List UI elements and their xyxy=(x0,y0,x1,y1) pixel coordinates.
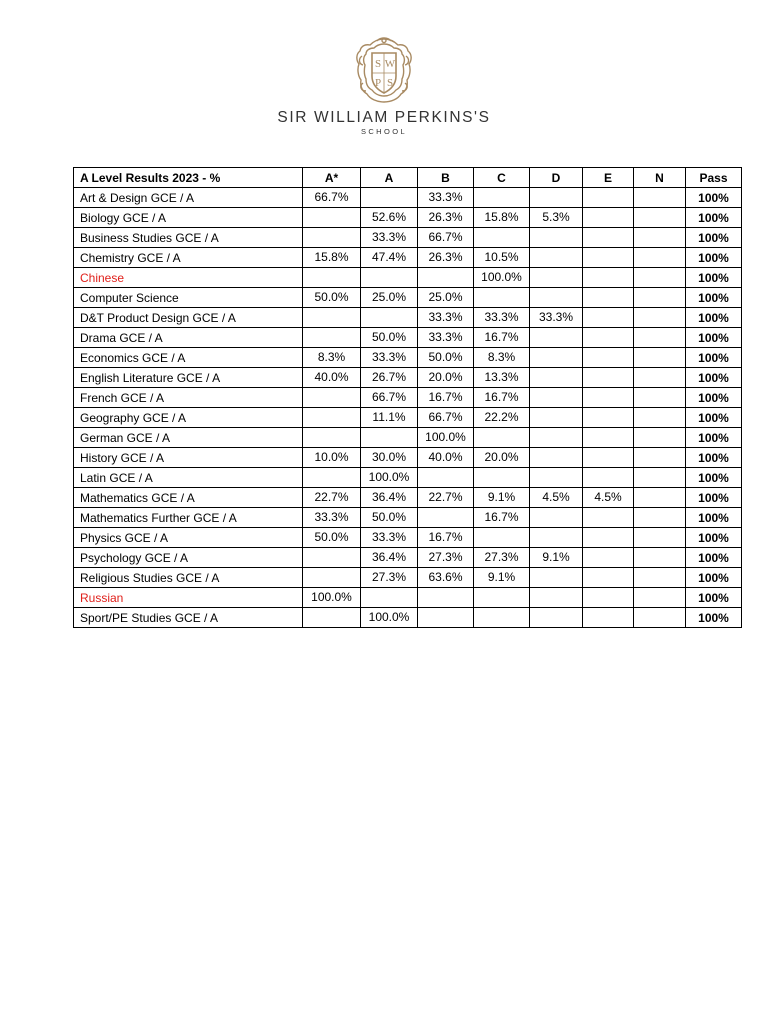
grade-percent-cell xyxy=(583,188,634,208)
grade-percent-cell xyxy=(361,428,418,448)
grade-percent-cell xyxy=(474,228,530,248)
subject-cell: Mathematics GCE / A xyxy=(74,488,303,508)
subject-cell: French GCE / A xyxy=(74,388,303,408)
grade-percent-cell xyxy=(634,608,686,628)
grade-percent-cell xyxy=(530,388,583,408)
grade-percent-cell: 22.7% xyxy=(418,488,474,508)
pass-rate-cell: 100% xyxy=(686,368,742,388)
grade-percent-cell xyxy=(583,388,634,408)
column-header-d: D xyxy=(530,168,583,188)
grade-percent-cell: 33.3% xyxy=(418,308,474,328)
svg-text:S: S xyxy=(386,77,394,89)
grade-percent-cell: 100.0% xyxy=(474,268,530,288)
grade-percent-cell xyxy=(583,308,634,328)
table-row xyxy=(74,188,742,208)
subject-cell: Latin GCE / A xyxy=(74,468,303,488)
table-row xyxy=(74,588,742,608)
subject-cell: Geography GCE / A xyxy=(74,408,303,428)
results-table xyxy=(73,167,742,628)
grade-percent-cell xyxy=(530,608,583,628)
grade-percent-cell xyxy=(634,468,686,488)
grade-percent-cell: 27.3% xyxy=(474,548,530,568)
grade-percent-cell xyxy=(418,588,474,608)
grade-percent-cell xyxy=(530,468,583,488)
subject-cell: Religious Studies GCE / A xyxy=(74,568,303,588)
grade-percent-cell xyxy=(634,228,686,248)
grade-percent-cell: 66.7% xyxy=(303,188,361,208)
grade-percent-cell xyxy=(634,288,686,308)
grade-percent-cell xyxy=(583,468,634,488)
table-row xyxy=(74,308,742,328)
pass-rate-cell: 100% xyxy=(686,428,742,448)
grade-percent-cell xyxy=(530,248,583,268)
table-row xyxy=(74,408,742,428)
grade-percent-cell: 4.5% xyxy=(583,488,634,508)
subject-cell: Business Studies GCE / A xyxy=(74,228,303,248)
grade-percent-cell: 100.0% xyxy=(418,428,474,448)
table-row xyxy=(74,328,742,348)
grade-percent-cell xyxy=(303,548,361,568)
grade-percent-cell: 50.0% xyxy=(303,288,361,308)
subject-cell: Sport/PE Studies GCE / A xyxy=(74,608,303,628)
grade-percent-cell: 10.5% xyxy=(474,248,530,268)
pass-rate-cell: 100% xyxy=(686,328,742,348)
pass-rate-cell: 100% xyxy=(686,288,742,308)
grade-percent-cell: 33.3% xyxy=(361,228,418,248)
grade-percent-cell: 5.3% xyxy=(530,208,583,228)
pass-rate-cell: 100% xyxy=(686,448,742,468)
grade-percent-cell xyxy=(303,608,361,628)
grade-percent-cell: 47.4% xyxy=(361,248,418,268)
table-row xyxy=(74,248,742,268)
subject-cell: History GCE / A xyxy=(74,448,303,468)
grade-percent-cell: 16.7% xyxy=(474,388,530,408)
table-row xyxy=(74,208,742,228)
grade-percent-cell: 16.7% xyxy=(474,328,530,348)
grade-percent-cell xyxy=(583,348,634,368)
table-row xyxy=(74,288,742,308)
subject-cell: Economics GCE / A xyxy=(74,348,303,368)
grade-percent-cell: 4.5% xyxy=(530,488,583,508)
grade-percent-cell xyxy=(583,448,634,468)
grade-percent-cell xyxy=(583,428,634,448)
grade-percent-cell xyxy=(583,248,634,268)
subject-cell: German GCE / A xyxy=(74,428,303,448)
grade-percent-cell xyxy=(583,228,634,248)
table-row xyxy=(74,488,742,508)
svg-text:P: P xyxy=(374,77,382,89)
pass-rate-cell: 100% xyxy=(686,388,742,408)
grade-percent-cell: 100.0% xyxy=(361,608,418,628)
table-row xyxy=(74,508,742,528)
grade-percent-cell: 15.8% xyxy=(303,248,361,268)
grade-percent-cell xyxy=(418,468,474,488)
grade-percent-cell: 10.0% xyxy=(303,448,361,468)
grade-percent-cell xyxy=(634,508,686,528)
grade-percent-cell xyxy=(361,588,418,608)
grade-percent-cell xyxy=(474,188,530,208)
grade-percent-cell: 33.3% xyxy=(418,328,474,348)
grade-percent-cell: 22.2% xyxy=(474,408,530,428)
grade-percent-cell xyxy=(583,608,634,628)
grade-percent-cell xyxy=(303,468,361,488)
grade-percent-cell xyxy=(634,428,686,448)
grade-percent-cell xyxy=(634,348,686,368)
grade-percent-cell: 26.3% xyxy=(418,248,474,268)
subject-cell: D&T Product Design GCE / A xyxy=(74,308,303,328)
results-table-body xyxy=(74,188,742,628)
pass-rate-cell: 100% xyxy=(686,608,742,628)
table-title: A Level Results 2023 - % xyxy=(74,168,303,188)
crest-monogram xyxy=(375,58,396,89)
grade-percent-cell xyxy=(530,288,583,308)
pass-rate-cell: 100% xyxy=(686,528,742,548)
column-header-a-star: A* xyxy=(303,168,361,188)
grade-percent-cell xyxy=(634,188,686,208)
grade-percent-cell xyxy=(634,208,686,228)
grade-percent-cell xyxy=(474,468,530,488)
table-row xyxy=(74,448,742,468)
grade-percent-cell xyxy=(361,268,418,288)
table-row xyxy=(74,468,742,488)
grade-percent-cell xyxy=(303,568,361,588)
grade-percent-cell xyxy=(583,548,634,568)
subject-cell: Russian xyxy=(74,588,303,608)
grade-percent-cell: 20.0% xyxy=(474,448,530,468)
grade-percent-cell xyxy=(530,408,583,428)
column-header-e: E xyxy=(583,168,634,188)
grade-percent-cell xyxy=(583,508,634,528)
grade-percent-cell: 50.0% xyxy=(361,508,418,528)
grade-percent-cell xyxy=(303,228,361,248)
grade-percent-cell: 30.0% xyxy=(361,448,418,468)
school-crest-logo xyxy=(353,36,415,106)
grade-percent-cell: 9.1% xyxy=(474,568,530,588)
grade-percent-cell: 33.3% xyxy=(303,508,361,528)
grade-percent-cell: 16.7% xyxy=(418,388,474,408)
pass-rate-cell: 100% xyxy=(686,508,742,528)
table-row xyxy=(74,388,742,408)
grade-percent-cell xyxy=(530,448,583,468)
grade-percent-cell xyxy=(418,268,474,288)
grade-percent-cell xyxy=(583,208,634,228)
grade-percent-cell: 20.0% xyxy=(418,368,474,388)
grade-percent-cell xyxy=(634,268,686,288)
grade-percent-cell: 100.0% xyxy=(303,588,361,608)
pass-rate-cell: 100% xyxy=(686,348,742,368)
pass-rate-cell: 100% xyxy=(686,488,742,508)
table-row xyxy=(74,528,742,548)
grade-percent-cell xyxy=(530,368,583,388)
grade-percent-cell xyxy=(474,608,530,628)
subject-cell: Art & Design GCE / A xyxy=(74,188,303,208)
column-header-pass: Pass xyxy=(686,168,742,188)
grade-percent-cell xyxy=(634,308,686,328)
grade-percent-cell xyxy=(530,228,583,248)
grade-percent-cell xyxy=(583,408,634,428)
grade-percent-cell xyxy=(583,568,634,588)
grade-percent-cell xyxy=(634,568,686,588)
grade-percent-cell: 36.4% xyxy=(361,548,418,568)
table-row xyxy=(74,228,742,248)
grade-percent-cell xyxy=(303,268,361,288)
grade-percent-cell xyxy=(303,328,361,348)
pass-rate-cell: 100% xyxy=(686,208,742,228)
grade-percent-cell xyxy=(530,328,583,348)
grade-percent-cell: 25.0% xyxy=(361,288,418,308)
pass-rate-cell: 100% xyxy=(686,548,742,568)
grade-percent-cell xyxy=(303,208,361,228)
grade-percent-cell: 33.3% xyxy=(530,308,583,328)
subject-cell: Drama GCE / A xyxy=(74,328,303,348)
grade-percent-cell: 63.6% xyxy=(418,568,474,588)
pass-rate-cell: 100% xyxy=(686,408,742,428)
grade-percent-cell: 66.7% xyxy=(418,408,474,428)
grade-percent-cell: 40.0% xyxy=(303,368,361,388)
school-subtitle: SCHOOL xyxy=(360,127,408,136)
grade-percent-cell xyxy=(634,248,686,268)
grade-percent-cell: 25.0% xyxy=(418,288,474,308)
grade-percent-cell xyxy=(530,588,583,608)
grade-percent-cell: 11.1% xyxy=(361,408,418,428)
grade-percent-cell: 36.4% xyxy=(361,488,418,508)
grade-percent-cell: 8.3% xyxy=(303,348,361,368)
grade-percent-cell xyxy=(418,508,474,528)
subject-cell: Chinese xyxy=(74,268,303,288)
column-header-b: B xyxy=(418,168,474,188)
grade-percent-cell: 8.3% xyxy=(474,348,530,368)
table-header-row xyxy=(74,168,742,188)
grade-percent-cell xyxy=(303,408,361,428)
grade-percent-cell: 40.0% xyxy=(418,448,474,468)
grade-percent-cell: 100.0% xyxy=(361,468,418,488)
grade-percent-cell xyxy=(634,328,686,348)
pass-rate-cell: 100% xyxy=(686,588,742,608)
table-row xyxy=(74,428,742,448)
svg-text:W: W xyxy=(384,58,396,70)
grade-percent-cell: 26.7% xyxy=(361,368,418,388)
grade-percent-cell xyxy=(583,328,634,348)
grade-percent-cell: 26.3% xyxy=(418,208,474,228)
grade-percent-cell xyxy=(634,528,686,548)
column-header-a: A xyxy=(361,168,418,188)
grade-percent-cell: 15.8% xyxy=(474,208,530,228)
grade-percent-cell xyxy=(634,488,686,508)
grade-percent-cell xyxy=(530,528,583,548)
subject-cell: Biology GCE / A xyxy=(74,208,303,228)
grade-percent-cell xyxy=(474,528,530,548)
grade-percent-cell xyxy=(530,428,583,448)
pass-rate-cell: 100% xyxy=(686,568,742,588)
grade-percent-cell xyxy=(634,588,686,608)
pass-rate-cell: 100% xyxy=(686,228,742,248)
subject-cell: Chemistry GCE / A xyxy=(74,248,303,268)
table-row xyxy=(74,368,742,388)
grade-percent-cell xyxy=(583,268,634,288)
grade-percent-cell: 50.0% xyxy=(361,328,418,348)
grade-percent-cell: 52.6% xyxy=(361,208,418,228)
grade-percent-cell xyxy=(634,448,686,468)
pass-rate-cell: 100% xyxy=(686,248,742,268)
grade-percent-cell xyxy=(583,528,634,548)
grade-percent-cell xyxy=(474,428,530,448)
table-row xyxy=(74,268,742,288)
grade-percent-cell xyxy=(634,548,686,568)
grade-percent-cell xyxy=(361,308,418,328)
table-row xyxy=(74,348,742,368)
table-row xyxy=(74,548,742,568)
grade-percent-cell: 33.3% xyxy=(361,348,418,368)
subject-cell: Computer Science xyxy=(74,288,303,308)
grade-percent-cell: 9.1% xyxy=(530,548,583,568)
grade-percent-cell: 9.1% xyxy=(474,488,530,508)
grade-percent-cell xyxy=(634,388,686,408)
grade-percent-cell xyxy=(583,368,634,388)
grade-percent-cell xyxy=(530,348,583,368)
grade-percent-cell xyxy=(634,408,686,428)
table-row xyxy=(74,608,742,628)
pass-rate-cell: 100% xyxy=(686,188,742,208)
grade-percent-cell: 27.3% xyxy=(361,568,418,588)
grade-percent-cell xyxy=(530,188,583,208)
grade-percent-cell: 22.7% xyxy=(303,488,361,508)
grade-percent-cell xyxy=(418,608,474,628)
grade-percent-cell xyxy=(530,568,583,588)
table-row xyxy=(74,568,742,588)
grade-percent-cell xyxy=(634,368,686,388)
grade-percent-cell xyxy=(474,288,530,308)
column-header-n: N xyxy=(634,168,686,188)
grade-percent-cell: 16.7% xyxy=(474,508,530,528)
grade-percent-cell: 66.7% xyxy=(361,388,418,408)
grade-percent-cell: 50.0% xyxy=(303,528,361,548)
grade-percent-cell xyxy=(583,288,634,308)
pass-rate-cell: 100% xyxy=(686,308,742,328)
grade-percent-cell xyxy=(303,388,361,408)
subject-cell: Psychology GCE / A xyxy=(74,548,303,568)
school-name: SIR WILLIAM PERKINS'S xyxy=(277,109,491,126)
grade-percent-cell: 50.0% xyxy=(418,348,474,368)
subject-cell: Physics GCE / A xyxy=(74,528,303,548)
grade-percent-cell xyxy=(530,508,583,528)
grade-percent-cell xyxy=(303,308,361,328)
grade-percent-cell: 27.3% xyxy=(418,548,474,568)
grade-percent-cell: 13.3% xyxy=(474,368,530,388)
pass-rate-cell: 100% xyxy=(686,268,742,288)
grade-percent-cell xyxy=(474,588,530,608)
pass-rate-cell: 100% xyxy=(686,468,742,488)
grade-percent-cell: 33.3% xyxy=(361,528,418,548)
grade-percent-cell xyxy=(303,428,361,448)
subject-cell: English Literature GCE / A xyxy=(74,368,303,388)
column-header-c: C xyxy=(474,168,530,188)
grade-percent-cell xyxy=(361,188,418,208)
grade-percent-cell: 33.3% xyxy=(418,188,474,208)
grade-percent-cell: 16.7% xyxy=(418,528,474,548)
grade-percent-cell xyxy=(530,268,583,288)
page-header xyxy=(0,36,768,137)
grade-percent-cell xyxy=(583,588,634,608)
grade-percent-cell: 66.7% xyxy=(418,228,474,248)
subject-cell: Mathematics Further GCE / A xyxy=(74,508,303,528)
svg-text:S: S xyxy=(374,58,382,70)
grade-percent-cell: 33.3% xyxy=(474,308,530,328)
